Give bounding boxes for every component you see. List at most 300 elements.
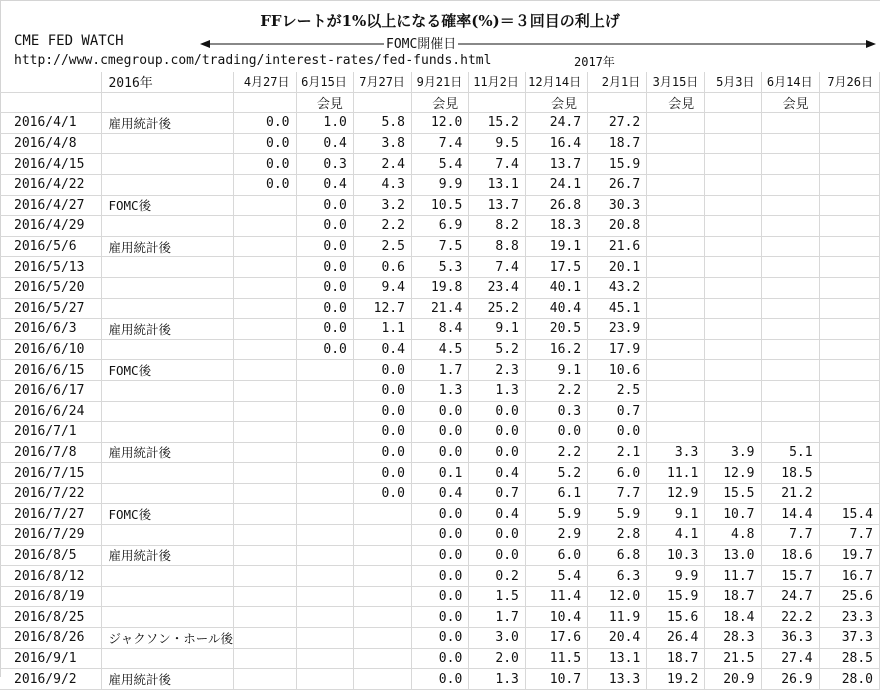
probability-cell[interactable]: 6.8 — [588, 545, 647, 566]
probability-cell[interactable]: 1.7 — [411, 360, 468, 381]
probability-cell[interactable] — [819, 216, 879, 237]
probability-cell[interactable]: 0.0 — [469, 525, 526, 546]
probability-cell[interactable]: 21.4 — [411, 298, 468, 319]
row-note[interactable] — [102, 422, 234, 443]
row-note[interactable]: 雇用統計後 — [102, 545, 234, 566]
probability-cell[interactable] — [819, 380, 879, 401]
row-date[interactable]: 2016/7/22 — [0, 483, 102, 504]
probability-cell[interactable]: 0.0 — [234, 154, 297, 175]
probability-cell[interactable]: 11.1 — [647, 463, 705, 484]
probability-cell[interactable]: 0.0 — [469, 545, 526, 566]
probability-cell[interactable] — [234, 319, 297, 340]
probability-cell[interactable]: 0.0 — [411, 401, 468, 422]
probability-cell[interactable] — [761, 236, 819, 257]
row-note[interactable]: 雇用統計後 — [102, 113, 234, 134]
probability-cell[interactable]: 5.2 — [525, 463, 587, 484]
probability-cell[interactable] — [234, 236, 297, 257]
probability-cell[interactable]: 18.5 — [761, 463, 819, 484]
probability-cell[interactable]: 0.0 — [353, 380, 411, 401]
probability-cell[interactable]: 28.0 — [819, 669, 879, 690]
probability-cell[interactable]: 14.4 — [761, 504, 819, 525]
probability-cell[interactable] — [234, 195, 297, 216]
probability-cell[interactable]: 18.7 — [647, 648, 705, 669]
probability-cell[interactable] — [705, 277, 761, 298]
probability-cell[interactable] — [296, 525, 353, 546]
probability-cell[interactable]: 0.0 — [296, 236, 353, 257]
row-note[interactable] — [102, 174, 234, 195]
probability-cell[interactable]: 2.0 — [469, 648, 526, 669]
probability-cell[interactable]: 7.7 — [819, 525, 879, 546]
probability-cell[interactable]: 0.0 — [411, 422, 468, 443]
probability-cell[interactable]: 3.9 — [705, 442, 761, 463]
probability-cell[interactable]: 5.3 — [411, 257, 468, 278]
probability-cell[interactable]: 20.4 — [588, 628, 647, 649]
probability-cell[interactable]: 0.7 — [588, 401, 647, 422]
probability-cell[interactable] — [647, 360, 705, 381]
probability-cell[interactable]: 0.2 — [469, 566, 526, 587]
probability-cell[interactable]: 0.0 — [411, 669, 468, 690]
probability-cell[interactable] — [296, 628, 353, 649]
probability-cell[interactable] — [819, 401, 879, 422]
probability-cell[interactable]: 1.1 — [353, 319, 411, 340]
probability-cell[interactable] — [296, 422, 353, 443]
row-note[interactable] — [102, 566, 234, 587]
probability-cell[interactable] — [296, 504, 353, 525]
probability-cell[interactable]: 19.7 — [819, 545, 879, 566]
probability-cell[interactable]: 22.2 — [761, 607, 819, 628]
probability-cell[interactable]: 12.0 — [411, 113, 468, 134]
row-date[interactable]: 2016/7/1 — [0, 422, 102, 443]
probability-cell[interactable]: 3.8 — [353, 133, 411, 154]
row-date[interactable]: 2016/7/27 — [0, 504, 102, 525]
probability-cell[interactable] — [647, 380, 705, 401]
probability-cell[interactable] — [705, 319, 761, 340]
row-date[interactable]: 2016/6/24 — [0, 401, 102, 422]
probability-cell[interactable] — [819, 195, 879, 216]
probability-cell[interactable] — [819, 113, 879, 134]
probability-cell[interactable] — [761, 154, 819, 175]
probability-cell[interactable] — [234, 380, 297, 401]
probability-cell[interactable] — [819, 154, 879, 175]
row-note[interactable] — [102, 133, 234, 154]
probability-cell[interactable]: 40.4 — [525, 298, 587, 319]
row-date[interactable]: 2016/7/29 — [0, 525, 102, 546]
probability-cell[interactable]: 20.5 — [525, 319, 587, 340]
row-note[interactable]: ジャクソン・ホール後 — [102, 628, 234, 649]
probability-cell[interactable] — [647, 133, 705, 154]
row-note[interactable] — [102, 154, 234, 175]
probability-cell[interactable]: 3.2 — [353, 195, 411, 216]
probability-cell[interactable]: 1.5 — [469, 586, 526, 607]
probability-cell[interactable]: 0.6 — [353, 257, 411, 278]
probability-cell[interactable]: 15.2 — [469, 113, 526, 134]
row-date[interactable]: 2016/6/15 — [0, 360, 102, 381]
probability-cell[interactable]: 1.3 — [469, 669, 526, 690]
probability-cell[interactable]: 6.0 — [588, 463, 647, 484]
row-note[interactable]: 雇用統計後 — [102, 442, 234, 463]
row-note[interactable]: FOMC後 — [102, 360, 234, 381]
probability-cell[interactable]: 2.2 — [353, 216, 411, 237]
probability-cell[interactable] — [761, 360, 819, 381]
probability-cell[interactable]: 0.0 — [469, 401, 526, 422]
probability-cell[interactable] — [353, 628, 411, 649]
probability-cell[interactable]: 26.9 — [761, 669, 819, 690]
probability-cell[interactable] — [819, 422, 879, 443]
probability-cell[interactable]: 0.0 — [525, 422, 587, 443]
probability-cell[interactable]: 7.4 — [411, 133, 468, 154]
probability-cell[interactable] — [705, 298, 761, 319]
probability-cell[interactable]: 0.0 — [411, 504, 468, 525]
probability-cell[interactable]: 0.0 — [296, 298, 353, 319]
probability-cell[interactable] — [353, 648, 411, 669]
probability-cell[interactable]: 8.4 — [411, 319, 468, 340]
probability-cell[interactable]: 20.9 — [705, 669, 761, 690]
probability-cell[interactable]: 2.8 — [588, 525, 647, 546]
probability-cell[interactable] — [353, 545, 411, 566]
probability-cell[interactable]: 18.6 — [761, 545, 819, 566]
probability-cell[interactable]: 0.0 — [296, 277, 353, 298]
probability-cell[interactable] — [234, 648, 297, 669]
probability-cell[interactable] — [761, 257, 819, 278]
probability-cell[interactable]: 2.2 — [525, 380, 587, 401]
probability-cell[interactable]: 26.8 — [525, 195, 587, 216]
row-note[interactable]: FOMC後 — [102, 504, 234, 525]
probability-cell[interactable] — [819, 463, 879, 484]
probability-cell[interactable] — [705, 216, 761, 237]
probability-cell[interactable]: 0.3 — [296, 154, 353, 175]
probability-cell[interactable]: 10.5 — [411, 195, 468, 216]
probability-cell[interactable] — [234, 422, 297, 443]
probability-cell[interactable] — [761, 339, 819, 360]
probability-cell[interactable]: 24.7 — [525, 113, 587, 134]
row-date[interactable]: 2016/8/26 — [0, 628, 102, 649]
row-date[interactable]: 2016/4/15 — [0, 154, 102, 175]
probability-cell[interactable]: 4.3 — [353, 174, 411, 195]
probability-cell[interactable]: 0.0 — [234, 133, 297, 154]
probability-cell[interactable] — [647, 174, 705, 195]
probability-cell[interactable] — [234, 298, 297, 319]
probability-cell[interactable] — [705, 133, 761, 154]
probability-cell[interactable]: 28.5 — [819, 648, 879, 669]
probability-cell[interactable]: 18.7 — [588, 133, 647, 154]
probability-cell[interactable]: 0.0 — [296, 319, 353, 340]
row-date[interactable]: 2016/6/10 — [0, 339, 102, 360]
probability-cell[interactable]: 11.4 — [525, 586, 587, 607]
probability-cell[interactable] — [647, 401, 705, 422]
probability-cell[interactable] — [234, 586, 297, 607]
probability-cell[interactable]: 13.1 — [469, 174, 526, 195]
probability-cell[interactable]: 2.1 — [588, 442, 647, 463]
probability-cell[interactable]: 12.0 — [588, 586, 647, 607]
probability-cell[interactable]: 20.1 — [588, 257, 647, 278]
probability-cell[interactable]: 13.1 — [588, 648, 647, 669]
source-url[interactable]: http://www.cmegroup.com/trading/interest-rates/fed-funds.html — [14, 53, 492, 68]
row-date[interactable]: 2016/6/17 — [0, 380, 102, 401]
row-note[interactable] — [102, 586, 234, 607]
row-date[interactable]: 2016/4/22 — [0, 174, 102, 195]
row-note[interactable]: 雇用統計後 — [102, 319, 234, 340]
probability-cell[interactable]: 24.1 — [525, 174, 587, 195]
probability-cell[interactable]: 18.3 — [525, 216, 587, 237]
probability-cell[interactable]: 10.7 — [525, 669, 587, 690]
probability-cell[interactable] — [705, 380, 761, 401]
probability-cell[interactable]: 0.0 — [353, 483, 411, 504]
row-date[interactable]: 2016/4/27 — [0, 195, 102, 216]
probability-cell[interactable]: 16.2 — [525, 339, 587, 360]
probability-cell[interactable]: 7.5 — [411, 236, 468, 257]
probability-cell[interactable] — [234, 545, 297, 566]
row-date[interactable]: 2016/4/29 — [0, 216, 102, 237]
row-date[interactable]: 2016/7/15 — [0, 463, 102, 484]
probability-cell[interactable]: 0.0 — [296, 339, 353, 360]
probability-cell[interactable]: 0.0 — [411, 607, 468, 628]
probability-cell[interactable] — [234, 277, 297, 298]
row-date[interactable]: 2016/8/5 — [0, 545, 102, 566]
probability-cell[interactable]: 15.7 — [761, 566, 819, 587]
probability-cell[interactable]: 7.4 — [469, 154, 526, 175]
probability-cell[interactable]: 11.9 — [588, 607, 647, 628]
probability-cell[interactable]: 1.3 — [411, 380, 468, 401]
probability-cell[interactable]: 13.7 — [469, 195, 526, 216]
probability-cell[interactable] — [761, 277, 819, 298]
row-date[interactable]: 2016/8/25 — [0, 607, 102, 628]
probability-cell[interactable] — [705, 401, 761, 422]
probability-cell[interactable]: 1.7 — [469, 607, 526, 628]
probability-cell[interactable] — [819, 483, 879, 504]
row-note[interactable]: FOMC後 — [102, 195, 234, 216]
probability-cell[interactable] — [819, 298, 879, 319]
probability-cell[interactable]: 0.0 — [411, 648, 468, 669]
probability-cell[interactable] — [296, 360, 353, 381]
probability-cell[interactable]: 0.0 — [296, 195, 353, 216]
probability-cell[interactable] — [819, 277, 879, 298]
probability-cell[interactable] — [647, 319, 705, 340]
probability-cell[interactable]: 7.7 — [761, 525, 819, 546]
probability-cell[interactable] — [819, 339, 879, 360]
row-note[interactable] — [102, 216, 234, 237]
probability-cell[interactable]: 13.0 — [705, 545, 761, 566]
probability-cell[interactable]: 4.8 — [705, 525, 761, 546]
probability-cell[interactable] — [353, 504, 411, 525]
row-date[interactable]: 2016/5/20 — [0, 277, 102, 298]
probability-cell[interactable]: 2.4 — [353, 154, 411, 175]
probability-cell[interactable]: 8.2 — [469, 216, 526, 237]
probability-cell[interactable] — [234, 628, 297, 649]
probability-cell[interactable]: 6.0 — [525, 545, 587, 566]
probability-cell[interactable]: 27.2 — [588, 113, 647, 134]
probability-cell[interactable]: 12.9 — [647, 483, 705, 504]
probability-cell[interactable] — [819, 236, 879, 257]
probability-cell[interactable]: 2.2 — [525, 442, 587, 463]
row-note[interactable] — [102, 277, 234, 298]
row-date[interactable]: 2016/8/19 — [0, 586, 102, 607]
probability-cell[interactable] — [234, 442, 297, 463]
probability-cell[interactable]: 21.5 — [705, 648, 761, 669]
row-note[interactable] — [102, 298, 234, 319]
probability-cell[interactable]: 0.0 — [353, 360, 411, 381]
probability-cell[interactable]: 23.3 — [819, 607, 879, 628]
probability-cell[interactable] — [353, 669, 411, 690]
probability-cell[interactable] — [705, 174, 761, 195]
probability-cell[interactable]: 10.4 — [525, 607, 587, 628]
row-note[interactable] — [102, 483, 234, 504]
probability-cell[interactable]: 11.7 — [705, 566, 761, 587]
probability-cell[interactable]: 18.7 — [705, 586, 761, 607]
probability-cell[interactable]: 9.4 — [353, 277, 411, 298]
probability-cell[interactable]: 5.4 — [411, 154, 468, 175]
probability-cell[interactable]: 12.9 — [705, 463, 761, 484]
probability-cell[interactable]: 37.3 — [819, 628, 879, 649]
probability-cell[interactable]: 9.5 — [469, 133, 526, 154]
probability-cell[interactable] — [705, 236, 761, 257]
probability-cell[interactable] — [647, 195, 705, 216]
probability-cell[interactable]: 0.0 — [588, 422, 647, 443]
probability-cell[interactable]: 0.0 — [411, 586, 468, 607]
probability-cell[interactable] — [353, 586, 411, 607]
probability-cell[interactable]: 0.0 — [411, 628, 468, 649]
probability-cell[interactable]: 0.4 — [296, 174, 353, 195]
row-note[interactable] — [102, 607, 234, 628]
probability-cell[interactable] — [819, 360, 879, 381]
probability-cell[interactable]: 10.7 — [705, 504, 761, 525]
probability-cell[interactable]: 0.0 — [469, 422, 526, 443]
row-date[interactable]: 2016/4/1 — [0, 113, 102, 134]
probability-cell[interactable] — [705, 113, 761, 134]
probability-cell[interactable]: 0.0 — [353, 401, 411, 422]
probability-cell[interactable]: 0.0 — [234, 174, 297, 195]
probability-cell[interactable] — [234, 483, 297, 504]
row-note[interactable] — [102, 257, 234, 278]
probability-cell[interactable]: 5.9 — [588, 504, 647, 525]
probability-cell[interactable]: 1.3 — [469, 380, 526, 401]
probability-cell[interactable]: 27.4 — [761, 648, 819, 669]
probability-cell[interactable]: 26.4 — [647, 628, 705, 649]
row-note[interactable] — [102, 525, 234, 546]
probability-cell[interactable] — [353, 525, 411, 546]
probability-cell[interactable]: 15.9 — [647, 586, 705, 607]
probability-cell[interactable]: 45.1 — [588, 298, 647, 319]
probability-cell[interactable] — [761, 319, 819, 340]
probability-cell[interactable] — [705, 257, 761, 278]
probability-cell[interactable]: 9.1 — [525, 360, 587, 381]
probability-cell[interactable]: 21.2 — [761, 483, 819, 504]
probability-cell[interactable]: 9.9 — [411, 174, 468, 195]
probability-cell[interactable]: 5.4 — [525, 566, 587, 587]
probability-cell[interactable]: 0.0 — [353, 442, 411, 463]
probability-cell[interactable]: 16.7 — [819, 566, 879, 587]
probability-cell[interactable] — [296, 380, 353, 401]
probability-cell[interactable]: 19.1 — [525, 236, 587, 257]
probability-cell[interactable] — [705, 195, 761, 216]
probability-cell[interactable]: 0.0 — [296, 257, 353, 278]
probability-cell[interactable] — [234, 463, 297, 484]
probability-cell[interactable] — [761, 195, 819, 216]
probability-cell[interactable]: 10.6 — [588, 360, 647, 381]
probability-cell[interactable]: 26.7 — [588, 174, 647, 195]
probability-cell[interactable]: 0.4 — [353, 339, 411, 360]
probability-cell[interactable] — [761, 380, 819, 401]
probability-cell[interactable]: 9.1 — [469, 319, 526, 340]
probability-cell[interactable]: 3.0 — [469, 628, 526, 649]
probability-cell[interactable] — [353, 607, 411, 628]
probability-cell[interactable]: 24.7 — [761, 586, 819, 607]
probability-cell[interactable]: 17.5 — [525, 257, 587, 278]
probability-cell[interactable] — [705, 360, 761, 381]
probability-cell[interactable] — [705, 154, 761, 175]
probability-cell[interactable]: 5.1 — [761, 442, 819, 463]
probability-cell[interactable]: 15.6 — [647, 607, 705, 628]
row-date[interactable]: 2016/6/3 — [0, 319, 102, 340]
probability-cell[interactable]: 0.4 — [469, 504, 526, 525]
probability-cell[interactable]: 18.4 — [705, 607, 761, 628]
row-date[interactable]: 2016/4/8 — [0, 133, 102, 154]
probability-cell[interactable]: 5.9 — [525, 504, 587, 525]
probability-cell[interactable]: 4.5 — [411, 339, 468, 360]
probability-cell[interactable]: 3.3 — [647, 442, 705, 463]
probability-cell[interactable] — [234, 216, 297, 237]
probability-cell[interactable] — [647, 257, 705, 278]
probability-cell[interactable]: 17.6 — [525, 628, 587, 649]
row-note[interactable] — [102, 339, 234, 360]
probability-cell[interactable]: 0.4 — [469, 463, 526, 484]
probability-cell[interactable] — [234, 257, 297, 278]
probability-cell[interactable]: 28.3 — [705, 628, 761, 649]
probability-cell[interactable] — [819, 174, 879, 195]
probability-cell[interactable]: 16.4 — [525, 133, 587, 154]
probability-cell[interactable] — [761, 422, 819, 443]
probability-cell[interactable]: 9.1 — [647, 504, 705, 525]
probability-cell[interactable] — [234, 525, 297, 546]
probability-cell[interactable]: 1.0 — [296, 113, 353, 134]
probability-cell[interactable] — [296, 442, 353, 463]
probability-cell[interactable]: 0.0 — [411, 525, 468, 546]
row-note[interactable] — [102, 648, 234, 669]
probability-cell[interactable]: 9.9 — [647, 566, 705, 587]
probability-cell[interactable] — [296, 483, 353, 504]
probability-cell[interactable]: 25.2 — [469, 298, 526, 319]
probability-cell[interactable]: 12.7 — [353, 298, 411, 319]
probability-cell[interactable] — [761, 298, 819, 319]
probability-cell[interactable]: 40.1 — [525, 277, 587, 298]
probability-cell[interactable]: 0.0 — [411, 442, 468, 463]
probability-cell[interactable]: 0.1 — [411, 463, 468, 484]
probability-cell[interactable] — [296, 648, 353, 669]
probability-cell[interactable]: 0.3 — [525, 401, 587, 422]
probability-cell[interactable]: 20.8 — [588, 216, 647, 237]
probability-cell[interactable] — [761, 133, 819, 154]
probability-cell[interactable]: 17.9 — [588, 339, 647, 360]
probability-cell[interactable] — [819, 133, 879, 154]
probability-cell[interactable] — [296, 566, 353, 587]
probability-cell[interactable]: 2.3 — [469, 360, 526, 381]
probability-cell[interactable] — [647, 113, 705, 134]
probability-cell[interactable] — [705, 339, 761, 360]
probability-cell[interactable]: 30.3 — [588, 195, 647, 216]
probability-cell[interactable] — [647, 339, 705, 360]
probability-cell[interactable]: 0.0 — [296, 216, 353, 237]
probability-cell[interactable]: 0.0 — [469, 442, 526, 463]
probability-cell[interactable] — [761, 216, 819, 237]
probability-cell[interactable]: 2.9 — [525, 525, 587, 546]
row-note[interactable] — [102, 380, 234, 401]
probability-cell[interactable]: 25.6 — [819, 586, 879, 607]
row-date[interactable]: 2016/5/27 — [0, 298, 102, 319]
probability-cell[interactable]: 10.3 — [647, 545, 705, 566]
row-note[interactable] — [102, 463, 234, 484]
probability-cell[interactable]: 13.3 — [588, 669, 647, 690]
probability-cell[interactable] — [705, 422, 761, 443]
probability-cell[interactable]: 5.8 — [353, 113, 411, 134]
